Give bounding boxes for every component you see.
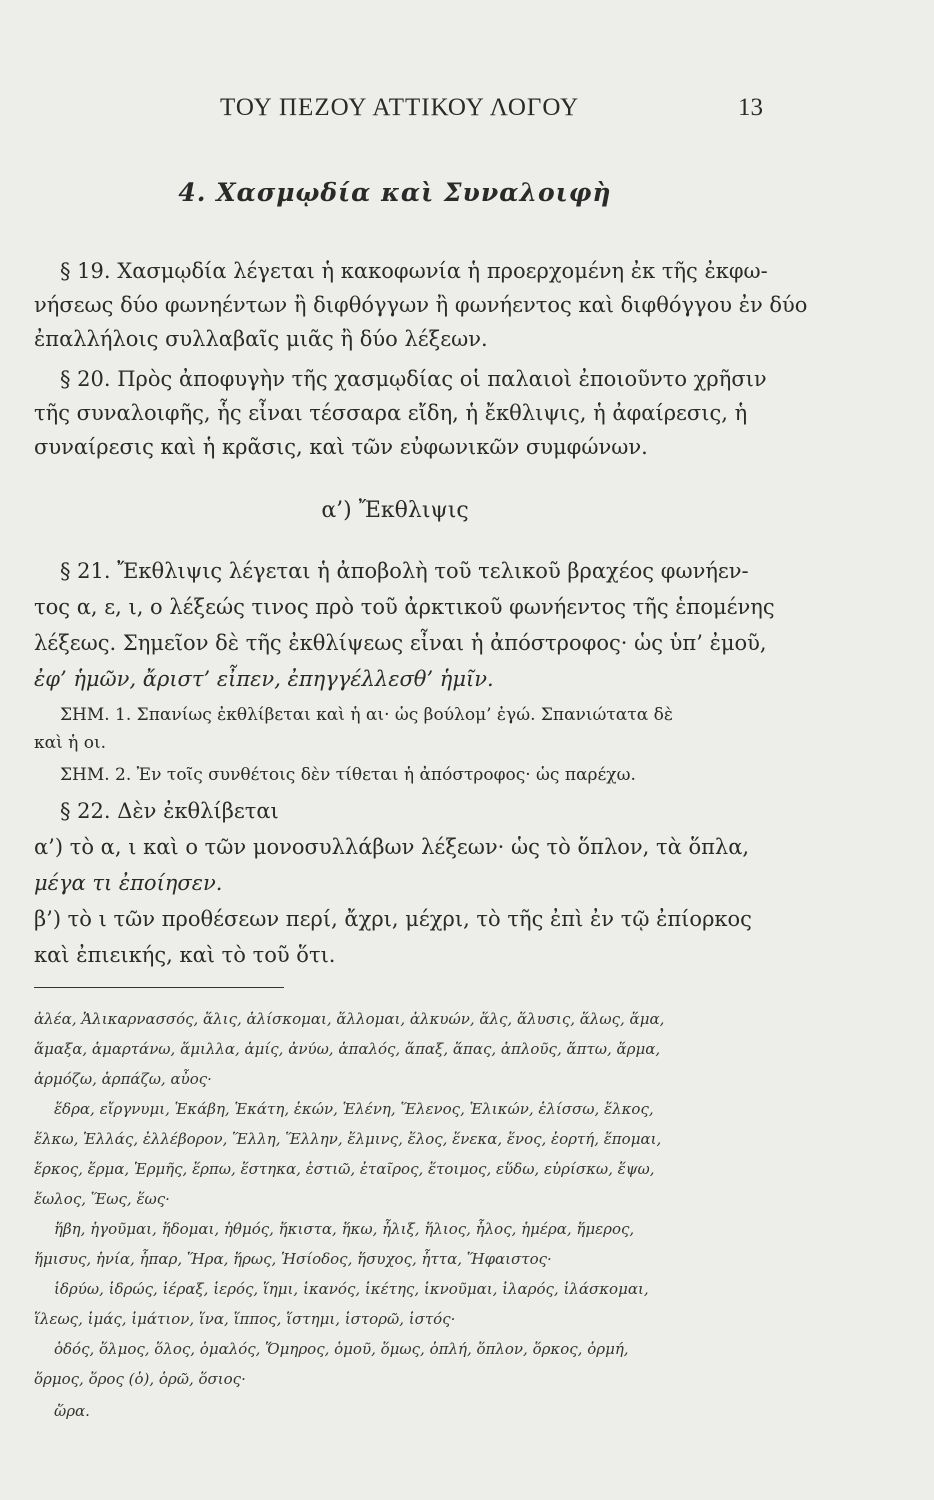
text-line: α’) τὸ α, ι καὶ ο τῶν μονοσυλλάβων λέξεων· ὡς τὸ ὅπλον, τὰ ὅπλα, [34,835,750,859]
footnote-line: ὁδός, ὅλμος, ὅλος, ὁμαλός, Ὅμηρος, ὁμοῦ, ὅμως, ὁπλή, ὅπλον, ὅρκος, ὁρμή, [54,1340,629,1358]
footnote-line: ἕρκος, ἕρμα, Ἑρμῆς, ἕρπω, ἕστηκα, ἑστιῶ, ἑταῖρος, ἕτοιμος, εὕδω, εὑρίσκω, ἕψω, [34,1160,655,1178]
note-line: καὶ ἡ οι. [34,733,107,753]
footnote-divider [34,987,284,988]
footnote-line: ὥρα. [54,1402,90,1420]
footnote-line: ἥβη, ἡγοῦμαι, ἥδομαι, ἡθμός, ἥκιστα, ἥκω, ἧλιξ, ἥλιος, ἧλος, ἡμέρα, ἥμερος, [54,1220,635,1238]
text-line: τῆς συναλοιφῆς, ἧς εἶναι τέσσαρα εἴδη, ἡ ἔκθλιψις, ἡ ἀφαίρεσις, ἡ [34,401,748,425]
footnote-line: ἥμισυς, ἡνία, ἧπαρ, Ἥρα, ἥρως, Ἡσίοδος, ἥσυχος, ἧττα, Ἥφαιστος· [34,1250,552,1268]
text-line: λέξεως. Σημεῖον δὲ τῆς ἐκθλίψεως εἶναι ἡ ἀπόστροφος· ὡς ὑπ’ ἐμοῦ, [34,631,767,655]
text-line: § 20. Πρὸς ἀποφυγὴν τῆς χασμῳδίας οἱ παλαιοὶ ἐποιοῦντο χρῆσιν [60,367,767,391]
text-line: β’) τὸ ι τῶν προθέσεων περί, ἄχρι, μέχρι, τὸ τῆς ἐπὶ ἐν τῷ ἐπίορκος [34,907,752,931]
text-line: ἐφ’ ἡμῶν, ἄριστ’ εἶπεν, ἐπηγγέλλεσθ’ ἡμῖν. [34,667,494,691]
footnote-line: ἵλεως, ἱμάς, ἱμάτιον, ἵνα, ἵππος, ἵστημι, ἱστορῶ, ἱστός· [34,1310,456,1328]
text-line: § 22. Δὲν ἐκθλίβεται [60,799,279,823]
text-line: νήσεως δύο φωνηέντων ἢ διφθόγγων ἢ φωνήεντος καὶ διφθόγγου ἐν δύο [34,293,808,317]
text-line: § 21. Ἔκθλιψις λέγεται ἡ ἀποβολὴ τοῦ τελικοῦ βραχέος φωνήεν- [60,559,749,583]
running-head [0,94,934,124]
note-line: ΣΗΜ. 2. Ἐν τοῖς συνθέτοις δὲν τίθεται ἡ ἀπόστροφος· ὡς παρέχω. [60,765,636,785]
footnote-line: ἕδρα, εἴργνυμι, Ἑκάβη, Ἑκάτη, ἑκών, Ἑλένη, Ἕλενος, Ἑλικών, ἑλίσσω, ἕλκος, [54,1100,654,1118]
footnote-line: ἱδρύω, ἱδρώς, ἱέραξ, ἱερός, ἵημι, ἱκανός, ἱκέτης, ἱκνοῦμαι, ἱλαρός, ἱλάσκομαι, [54,1280,649,1298]
footnote-line: ἕλκω, Ἑλλάς, ἐλλέβορον, Ἕλλη, Ἕλλην, ἕλμινς, ἕλος, ἕνεκα, ἕνος, ἑορτή, ἕπομαι, [34,1130,662,1148]
note-line: ΣΗΜ. 1. Σπανίως ἐκθλίβεται καὶ ἡ αι· ὡς βούλομ’ ἐγώ. Σπανιώτατα δὲ [60,705,673,725]
text-line: ἐπαλλήλοις συλλαβαῖς μιᾶς ἢ δύο λέξεων. [34,327,488,351]
text-line: § 19. Χασμῳδία λέγεται ἡ κακοφωνία ἡ προερχομένη ἐκ τῆς ἐκφω- [60,259,768,283]
footnote-line: ἁρμόζω, ἁρπάζω, αὖος· [34,1070,212,1088]
page-number: 13 [738,94,763,121]
text-line: καὶ ἐπιεικής, καὶ τὸ τοῦ ὅτι. [34,943,336,967]
running-title: ΤΟΥ ΠΕΖΟΥ ΑΤΤΙΚΟΥ ΛΟΓΟΥ [220,94,580,121]
text-line: τος α, ε, ι, ο λέξεώς τινος πρὸ τοῦ ἀρκτικοῦ φωνήεντος τῆς ἑπομένης [34,595,775,619]
subsection-heading: α’) Ἔκθλιψις [321,498,469,523]
text-line: μέγα τι ἐποίησεν. [34,871,223,895]
footnote-line: ὅρμος, ὅρος (ὁ), ὁρῶ, ὅσιος· [34,1370,246,1388]
footnote-line: ἅμαξα, ἁμαρτάνω, ἅμιλλα, ἁμίς, ἀνύω, ἁπαλός, ἅπαξ, ἅπας, ἁπλοῦς, ἅπτω, ἅρμα, [34,1040,661,1058]
text-line: συναίρεσις καὶ ἡ κρᾶσις, καὶ τῶν εὐφωνικῶν συμφώνων. [34,435,648,459]
section-title: 4. Χασμῳδία καὶ Συναλοιφὴ [178,178,612,207]
footnote-line: ἕωλος, Ἕως, ἕως· [34,1190,170,1208]
footnote-line: ἀλέα, Ἁλικαρνασσός, ἅλις, ἁλίσκομαι, ἅλλομαι, ἀλκυών, ἅλς, ἅλυσις, ἅλως, ἅμα, [34,1010,665,1028]
